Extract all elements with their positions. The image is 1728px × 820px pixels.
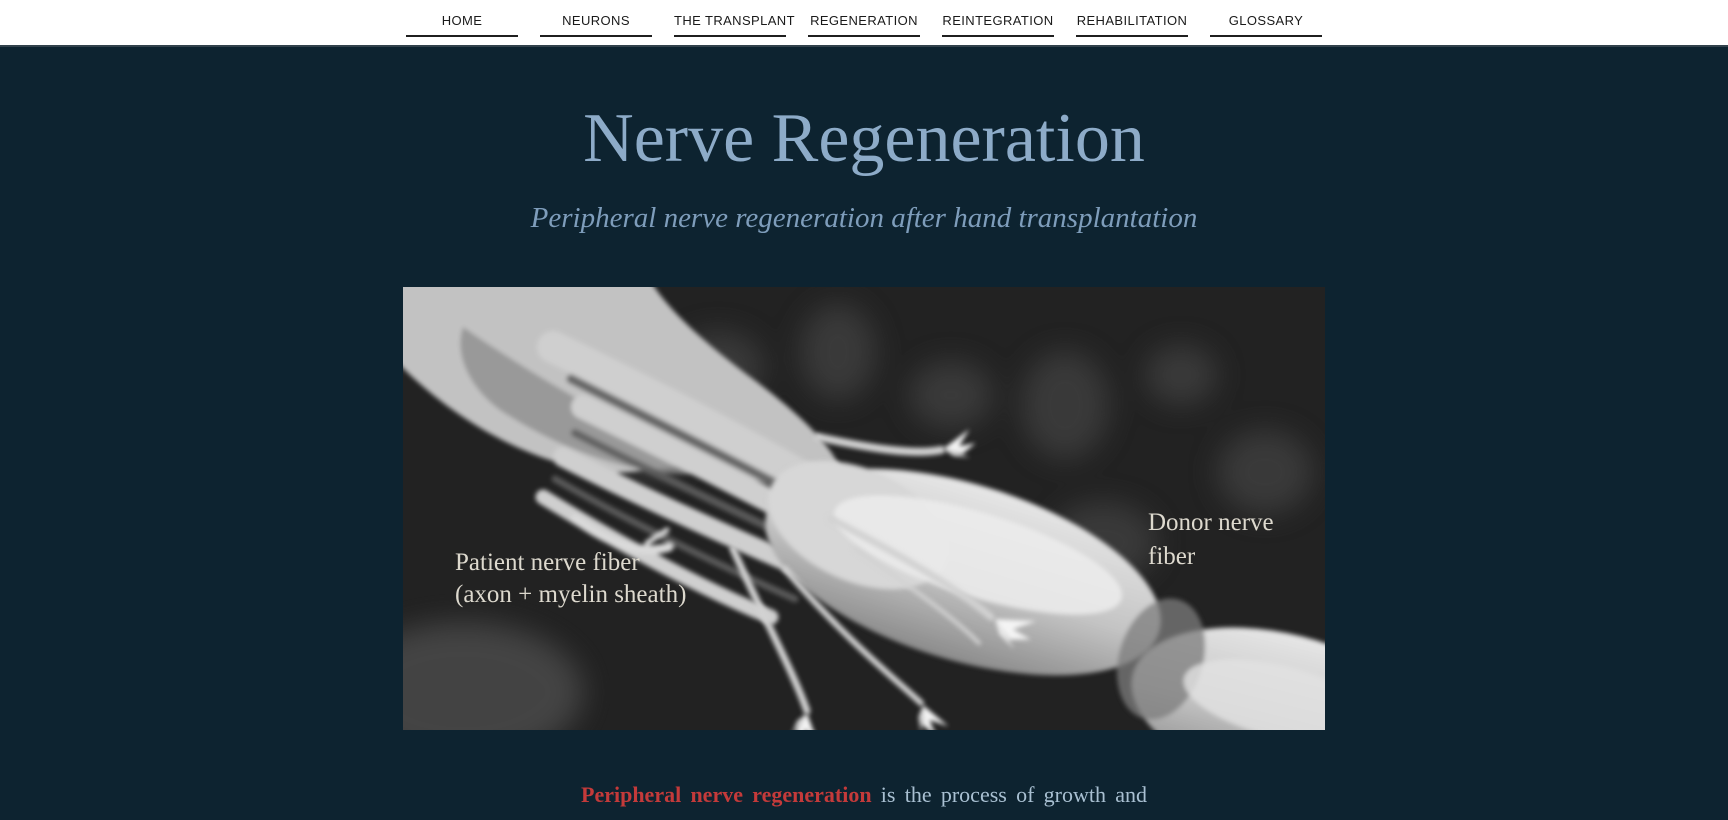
article-lead-keyword: Peripheral nerve regeneration bbox=[581, 781, 872, 807]
patient-nerve-fiber-label-line2: (axon + myelin sheath) bbox=[455, 580, 687, 608]
nerve-micrograph-svg bbox=[403, 287, 1325, 730]
article-lead-paragraph bbox=[581, 778, 1147, 811]
nav-item-glossary[interactable]: GLOSSARY bbox=[1210, 13, 1322, 37]
main-content bbox=[0, 99, 1728, 811]
donor-nerve-fiber-label-line1: Donor nerve bbox=[1148, 508, 1274, 536]
top-navigation-bar bbox=[0, 0, 1728, 47]
nav-item-neurons[interactable]: NEURONS bbox=[540, 13, 652, 37]
nav-item-reintegration[interactable]: REINTEGRATION bbox=[942, 13, 1054, 37]
article-lead-text: is the process of growth and bbox=[871, 781, 1147, 807]
page-subtitle: Peripheral nerve regeneration after hand transplantation bbox=[530, 201, 1198, 234]
donor-nerve-fiber-label-line2: fiber bbox=[1148, 542, 1196, 570]
nerve-micrograph-image bbox=[403, 287, 1325, 730]
nav-item-regeneration[interactable]: REGENERATION bbox=[808, 13, 920, 37]
nav-item-rehabilitation[interactable]: REHABILITATION bbox=[1076, 13, 1188, 37]
patient-nerve-fiber-label-line1: Patient nerve fiber bbox=[455, 548, 640, 576]
nav-item-home[interactable]: HOME bbox=[406, 13, 518, 37]
nav-item-the-transplant[interactable]: THE TRANSPLANT bbox=[674, 13, 786, 37]
page-title: Nerve Regeneration bbox=[583, 100, 1145, 177]
